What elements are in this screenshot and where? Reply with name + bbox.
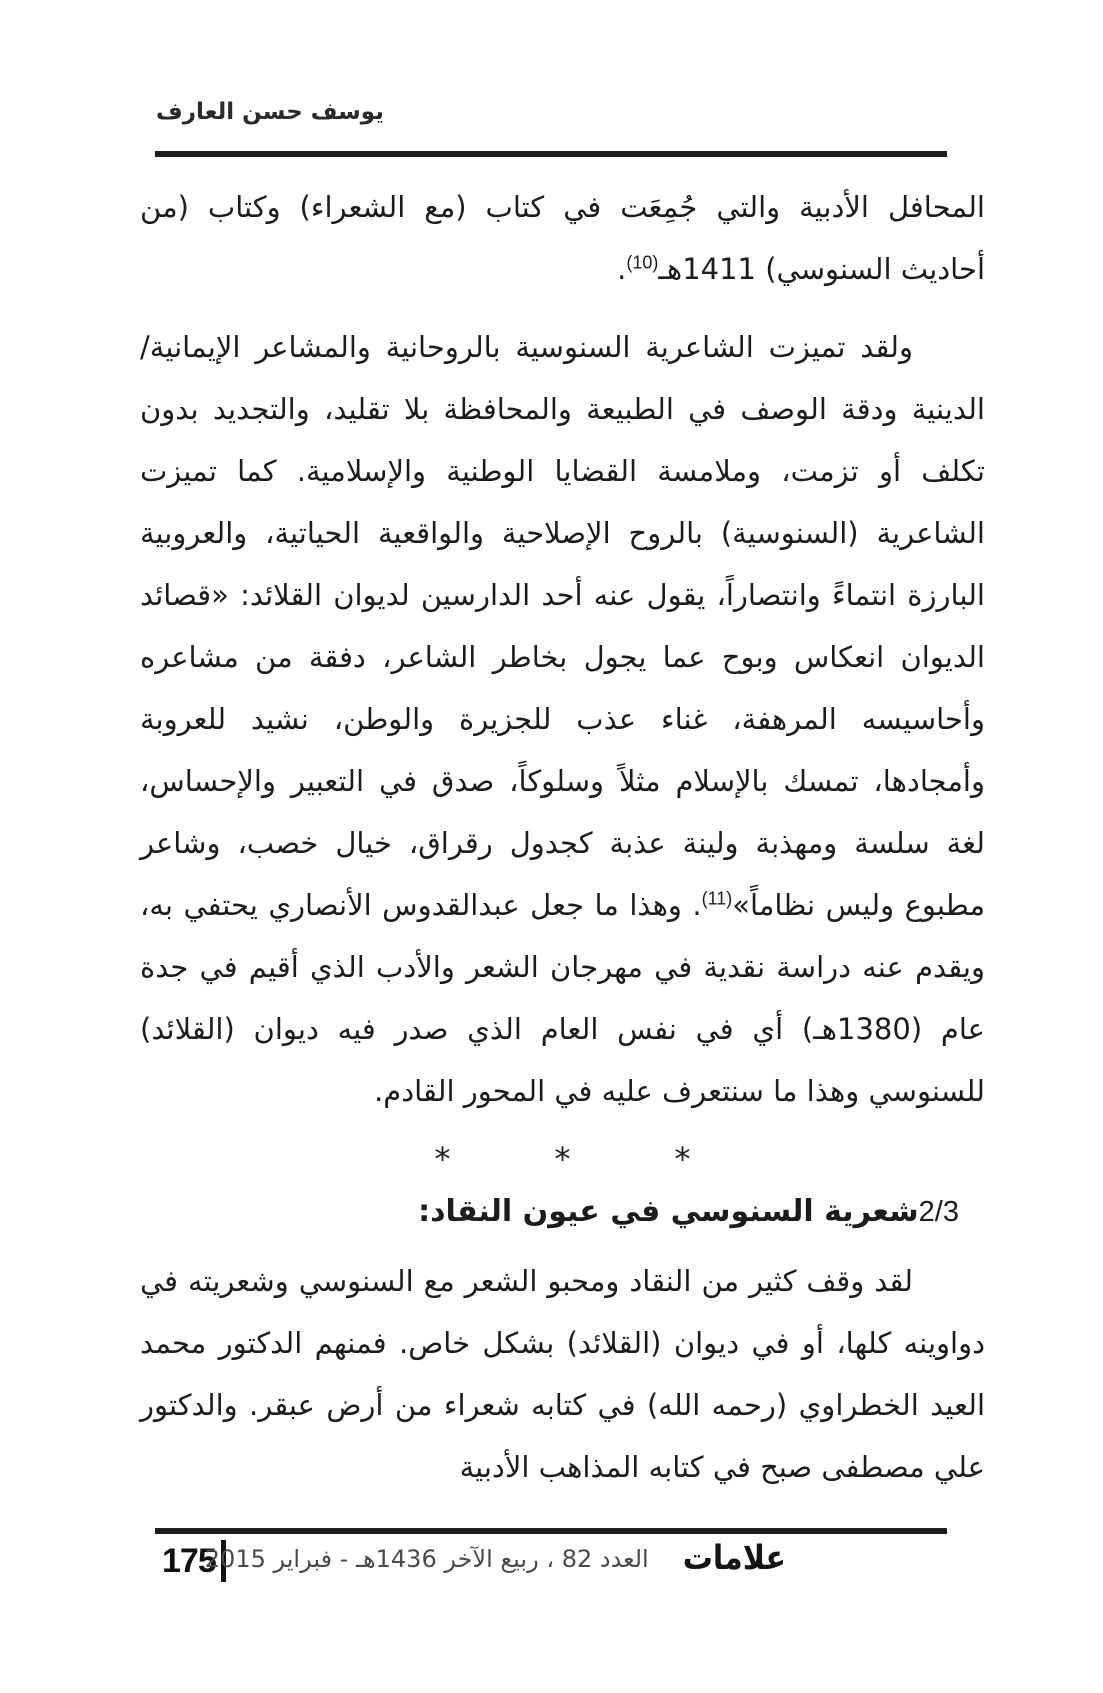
footnote-ref: (10) [626,252,659,273]
paragraph: المحافل الأدبية والتي جُمِعَت في كتاب (مع الشعراء) وكتاب (من أحاديث السنوسي) 1411هـ$^{(10)}$. [140,190,985,286]
issue-info: العدد 82 ، ربيع الآخر 1436هـ - فبراير 2015 [204,1544,649,1573]
asterisk: * [434,1140,451,1178]
section-separator [140,1140,985,1178]
paragraph: ولقد تميزت الشاعرية السنوسية بالروحانية والمشاعر الإيمانية/ الدينية ودقة الوصف في الطبيعة والمحافظة بلا تقليد، والتجديد بدون تكلف أو تزمت، وملامسة القضايا الوطنية والإسلامية. كما تميزت الشاعرية (السنوسية) بالروح الإصلاحية والواقعية الحياتية، والعروبية البارزة انتماءً وانتصاراً، يقول عنه أحد الدارسين لديوان القلائد: «قصائد الديوان انعكاس وبوح عما يجول بخاطر الشاعر، دفقة من مشاعره وأحاسيسه المرهفة، غناء عذب للجزيرة والوطن، نشيد للعروبة وأمجادها، تمسك بالإسلام مثلاً وسلوكاً، صدق في التعبير والإحساس، لغة سلسة ومهذبة ولينة عذبة كجدول رقراق، خيال خصب، وشاعر مطبوع وليس نظاماً»$^{(11)}$. وهذا ما جعل عبدالقدوس الأنصاري يحتفي به، ويقدم عنه دراسة نقدية في مهرجان الشعر والأدب الذي أقيم في جدة عام (1380هـ) أي في نفس العام الذي صدر فيه ديوان (القلائد) للسنوسي وهذا ما سنتعرف عليه في المحور القادم. [140,330,985,1108]
paragraph-group-top [140,176,985,1122]
header-rule [155,151,947,157]
footer-rule [155,1528,947,1534]
section-title: شعرية السنوسي في عيون النقاد: [418,1194,919,1229]
paragraph-group-bottom [140,1250,985,1498]
asterisk: * [554,1140,571,1178]
article-body [140,176,985,1498]
journal-logo: علامات [682,1538,786,1579]
running-header-author: يوسف حسن العارف [156,99,384,125]
footnote-ref: (11) [701,888,733,909]
section-heading [140,1190,985,1234]
section-number: 2/3 [918,1196,959,1228]
page-number: 175 [162,1542,216,1580]
footer-meta [204,1538,786,1579]
paragraph: لقد وقف كثير من النقاد ومحبو الشعر مع السنوسي وشعريته في دواوينه كلها، أو في ديوان (القلائد) بشكل خاص. فمنهم الدكتور محمد العيد الخطراوي (رحمه الله) في كتابه شعراء من أرض عبقر. والدكتور علي مصطفى صبح في كتابه المذاهب الأدبية [140,1264,985,1484]
asterisk: * [674,1140,691,1178]
